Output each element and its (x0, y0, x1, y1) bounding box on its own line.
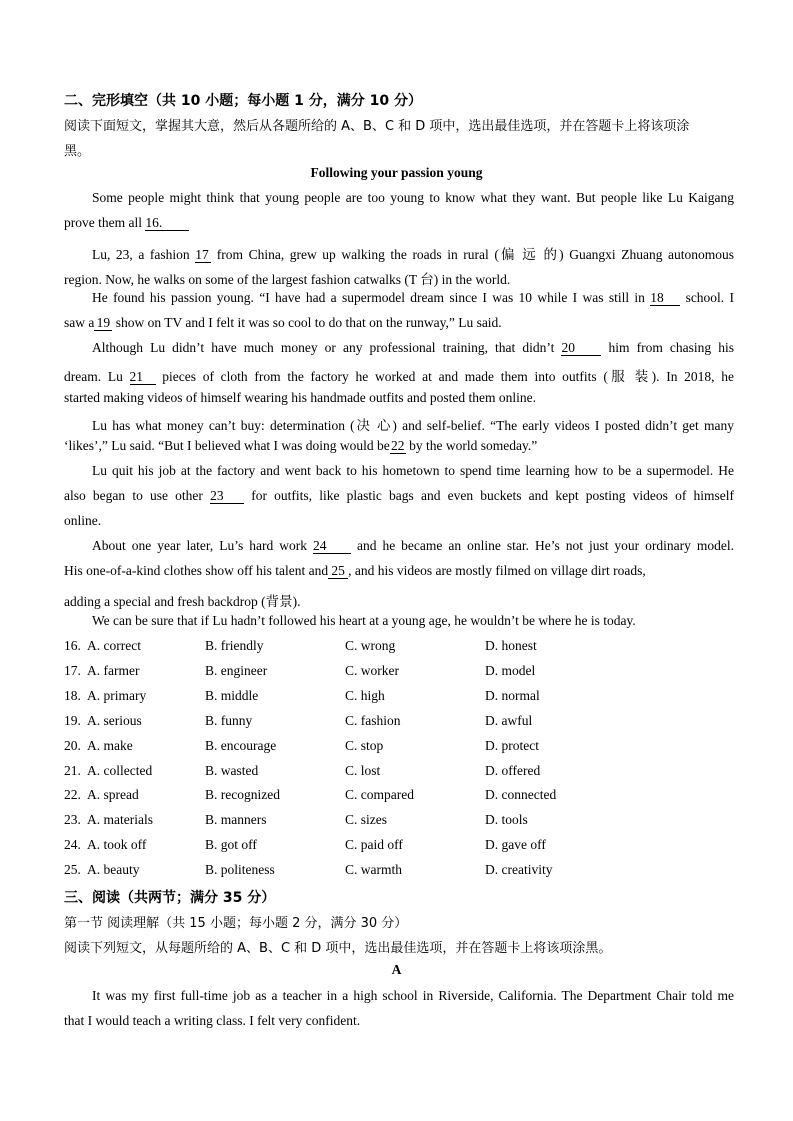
option-a[interactable]: A. serious (87, 712, 142, 728)
passage-text: His one-of-a-kind clothes show off his talent and (64, 563, 329, 578)
passage-p5-line1: Lu has what money can’t buy: determination (决 心) and self-belief. “The early videos I posted didn’t get many (92, 418, 734, 433)
passage-p3-line1 (92, 290, 734, 306)
passage-text: About one year later, Lu’s hard work (92, 538, 307, 553)
option-b[interactable]: B. politeness (205, 862, 275, 878)
blank-21: 21 (130, 370, 156, 385)
passage-p7-line1 (92, 538, 734, 554)
option-c[interactable]: C. fashion (345, 712, 401, 728)
blank-25: 25 (328, 564, 348, 579)
option-d[interactable]: D. tools (485, 812, 528, 828)
option-b[interactable]: B. middle (205, 687, 259, 703)
blank-22: 22 (391, 438, 405, 453)
option-b[interactable]: B. engineer (205, 662, 268, 678)
option-d[interactable]: D. offered (485, 762, 541, 778)
option-d[interactable]: D. connected (485, 787, 557, 803)
passage-p6-line1: Lu quit his job at the factory and went back to his hometown to spend time learning how to be a supermodel. He (92, 463, 734, 478)
blank-24: 24 (313, 539, 351, 554)
passage-text: saw a (64, 315, 95, 330)
passage-a-line1: It was my first full-time job as a teacher in a high school in Riverside, California. The Department Chair told me (92, 988, 734, 1003)
passage-a-line2: that I would teach a writing class. I felt very confident. (64, 1013, 361, 1028)
blank-23: 23 (210, 489, 244, 504)
passage-p2-line1 (92, 243, 734, 263)
passage-p8: We can be sure that if Lu hadn’t followed his heart at a young age, he wouldn’t be where he is today. (92, 613, 636, 628)
option-c[interactable]: C. compared (345, 787, 414, 803)
passage-p4-line2 (64, 365, 734, 385)
option-c[interactable]: C. worker (345, 662, 399, 678)
blank-17: 17 (195, 248, 211, 263)
option-b[interactable]: B. got off (205, 837, 257, 853)
option-a[interactable]: A. primary (87, 687, 147, 703)
option-d[interactable]: D. protect (485, 737, 539, 753)
passage-a-label: A (391, 962, 402, 977)
passage-text: by the world someday.” (409, 438, 538, 453)
passage-text: pieces of cloth from the factory he worked at and made them into outfits (服 装). In 2018, he (162, 369, 735, 384)
option-a[interactable]: A. spread (87, 787, 139, 803)
option-c[interactable]: C. high (345, 687, 385, 703)
option-d[interactable]: D. creativity (485, 862, 553, 878)
option-c[interactable]: C. sizes (345, 812, 387, 828)
passage-p1-line2 (64, 215, 189, 231)
passage-text: Although Lu didn’t have much money or any professional training, that didn’t (92, 340, 555, 355)
option-a[interactable]: A. correct (87, 638, 141, 653)
passage-p7-line2 (64, 563, 646, 579)
passage-p6-line2 (64, 488, 734, 504)
option-d[interactable]: D. normal (485, 687, 540, 703)
section-3-subheading: 第一节 阅读理解（共 15 小题；每小题 2 分，满分 30 分） (64, 916, 408, 931)
option-b[interactable]: B. recognized (205, 787, 280, 803)
blank-20: 20 (561, 341, 601, 356)
option-b[interactable]: B. funny (205, 712, 253, 728)
blank-16: 16. (145, 216, 189, 231)
passage-text: , and his videos are mostly filmed on village dirt roads, (348, 563, 646, 578)
option-b[interactable]: B. friendly (205, 638, 264, 653)
option-c[interactable]: C. paid off (345, 837, 403, 853)
question-number: 19. (64, 712, 81, 728)
option-a[interactable]: A. farmer (87, 662, 140, 678)
question-number: 21. (64, 762, 81, 778)
question-number: 20. (64, 737, 81, 753)
option-c[interactable]: C. warmth (345, 862, 402, 878)
option-a[interactable]: A. beauty (87, 862, 140, 878)
section-2-instruction-line1: 阅读下面短文，掌握其大意，然后从各题所给的 A、B、C 和 D 项中，选出最佳选项，并在答题卡上将该项涂 (64, 119, 690, 134)
passage-p1-line1: Some people might think that young people are too young to know what they want. But people like Lu Kaigang (92, 190, 734, 205)
option-c[interactable]: C. wrong (345, 638, 396, 653)
option-b[interactable]: B. encourage (205, 737, 277, 753)
passage-p5-line2 (64, 438, 537, 454)
blank-19: 19 (94, 316, 112, 331)
section-2-heading: 二、完形填空（共 10 小题；每小题 1 分，满分 10 分） (64, 93, 422, 109)
option-d[interactable]: D. gave off (485, 837, 546, 853)
passage-text: show on TV and I felt it was so cool to do that on the runway,” Lu said. (115, 315, 502, 330)
passage-text: dream. Lu (64, 369, 123, 384)
question-number: 18. (64, 687, 81, 703)
option-a[interactable]: A. took off (87, 837, 147, 853)
option-a[interactable]: A. collected (87, 762, 153, 778)
passage-p4-line3: started making videos of himself wearing his handmade outfits and posted them online. (64, 390, 537, 405)
passage-p7-line3: adding a special and fresh backdrop (背景). (64, 594, 301, 609)
passage-p6-line3: online. (64, 513, 102, 528)
passage-text: school. I (685, 290, 735, 305)
option-d[interactable]: D. awful (485, 712, 533, 728)
passage-text: prove them all (64, 215, 142, 230)
option-b[interactable]: B. wasted (205, 762, 259, 778)
passage-text: Lu, 23, a fashion (92, 247, 190, 262)
passage-p4-line1 (92, 340, 734, 356)
option-b[interactable]: B. manners (205, 812, 267, 828)
passage-text: and he became an online star. He’s not just your ordinary model. (356, 538, 735, 553)
passage-text: He found his passion young. “I have had a supermodel dream since I was 10 while I was still in (92, 290, 645, 305)
section-2-instruction-line2: 黑。 (64, 144, 91, 159)
passage-text: for outfits, like plastic bags and even buckets and kept posting videos of himself (251, 488, 734, 503)
section-3-heading: 三、阅读（共两节；满分 35 分） (64, 890, 276, 906)
question-number: 24. (64, 837, 81, 853)
passage-text: ‘likes’,” Lu said. “But I believed what I was doing would be (64, 438, 390, 453)
passage-p3-line2 (64, 315, 502, 331)
passage-text: also began to use other (64, 488, 203, 503)
option-c[interactable]: C. stop (345, 737, 384, 753)
option-c[interactable]: C. lost (345, 762, 381, 778)
blank-18: 18 (650, 291, 680, 306)
question-number: 23. (64, 812, 81, 828)
passage-text: him from chasing his (608, 340, 734, 355)
section-3-instruction: 阅读下列短文，从每题所给的 A、B、C 和 D 项中，选出最佳选项，并在答题卡上将该项涂黑。 (64, 941, 612, 956)
question-number: 17. (64, 662, 81, 678)
passage-text: from China, grew up walking the roads in rural (偏 远 的) Guangxi Zhuang autonomous (216, 247, 735, 262)
passage-title: Following your passion young (310, 165, 483, 180)
question-number: 22. (64, 787, 81, 803)
question-number: 25. (64, 862, 81, 878)
option-a[interactable]: A. materials (87, 812, 153, 828)
question-number: 16. (64, 638, 81, 653)
passage-p2-line2: region. Now, he walks on some of the largest fashion catwalks (T 台) in the world. (64, 272, 511, 287)
option-d[interactable]: D. model (485, 662, 536, 678)
option-a[interactable]: A. make (87, 737, 133, 753)
option-d[interactable]: D. honest (485, 638, 537, 653)
